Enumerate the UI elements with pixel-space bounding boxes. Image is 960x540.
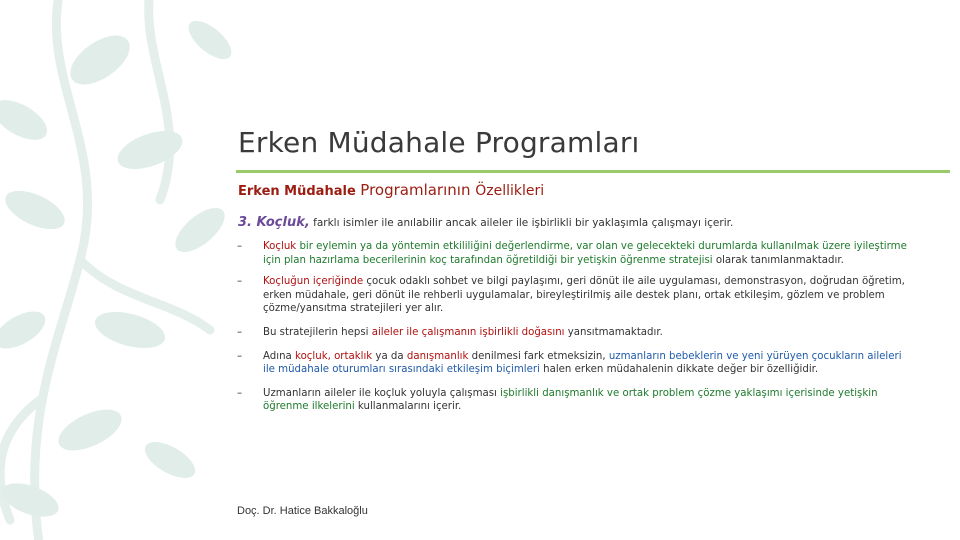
slide-title: Erken Müdahale Programları	[238, 126, 640, 159]
bullet-text: Koçluğun içeriğinde	[263, 276, 364, 288]
bullet-text: Adına	[263, 350, 296, 362]
intro-line	[238, 215, 733, 230]
bullet-text: yansıtmamaktadır.	[564, 326, 663, 338]
bullet-text: ya da	[372, 350, 407, 362]
bullet-text: aileler ile çalışmanın işbirlikli doğasını	[371, 326, 565, 338]
title-underline	[236, 170, 950, 173]
bullet-text: kullanmalarını içerir.	[354, 401, 462, 413]
bullet-item	[237, 326, 907, 340]
bullet-dash: –	[237, 350, 243, 362]
bullet-text: işbirlikli danışmanlık ve ortak problem çözme yaklaşımı içerisinde yetişkin öğrenme ilkelerini	[263, 387, 878, 413]
bullet-item	[237, 350, 907, 377]
bullet-text: koçluk, ortaklık	[295, 350, 373, 362]
subtitle-part-1: Erken Müdahale	[238, 184, 361, 199]
bullet-list	[237, 240, 907, 414]
leaf-decoration	[0, 0, 260, 540]
section-subtitle	[238, 181, 544, 199]
bullet-text: çocuk odaklı sohbet ve bilgi paylaşımı, geri dönüt ile aile uygulaması, demonstrasyon, doğrudan öğretim, erken müdahale, geri dönüt ile rehberli uygulamalar, bireyleştirilmiş aile destek planı, ortak etkileşim, gözlem ve problem çözme/yansıtma stratejileri yer alır.	[263, 276, 905, 315]
subtitle-part-3: Özellikleri	[475, 183, 545, 199]
bullet-text: Uzmanların aileler ile koçluk yoluyla çalışması	[263, 387, 501, 399]
bullet-text: denilmesi fark etmeksizin,	[468, 350, 609, 362]
bullet-dash: –	[237, 387, 243, 399]
bullet-item	[237, 240, 907, 267]
bullet-dash: –	[237, 241, 243, 252]
bullet-text: olarak tanımlanmaktadır.	[712, 254, 844, 266]
bullet-text: uzmanların bebeklerin ve yeni yürüyen çocukların aileleri ile müdahale oturumları sırasındaki etkileşim biçimleri	[263, 350, 902, 376]
bullet-item	[237, 275, 907, 316]
bullet-dash: –	[237, 276, 243, 288]
bullet-item	[237, 387, 907, 414]
bullet-text: danışmanlık	[406, 350, 469, 362]
subtitle-part-2: Programlarının	[360, 181, 476, 199]
bullet-dash: –	[237, 326, 243, 338]
intro-text: farklı isimler ile anılabilir ancak aileler ile işbirlikli bir yaklaşımla çalışmayı içerir.	[309, 217, 734, 229]
intro-number: 3. Koçluk,	[238, 215, 310, 230]
bullet-text: bir eylemin ya da yöntemin etkililiğini değerlendirme, var olan ve gelecekteki durumlarda kullanılmak üzere iyileştirme için plan hazırlama becerilerinin koç tarafından öğretildiği bir yetişkin öğrenme stratejisi	[263, 241, 907, 266]
bullet-text: Koçluk	[263, 241, 297, 252]
bullet-text: halen erken müdahalenin dikkate değer bir özelliğidir.	[539, 364, 819, 376]
bullet-text: Bu stratejilerin hepsi	[263, 326, 372, 338]
author-footer: Doç. Dr. Hatice Bakkaloğlu	[237, 505, 368, 517]
